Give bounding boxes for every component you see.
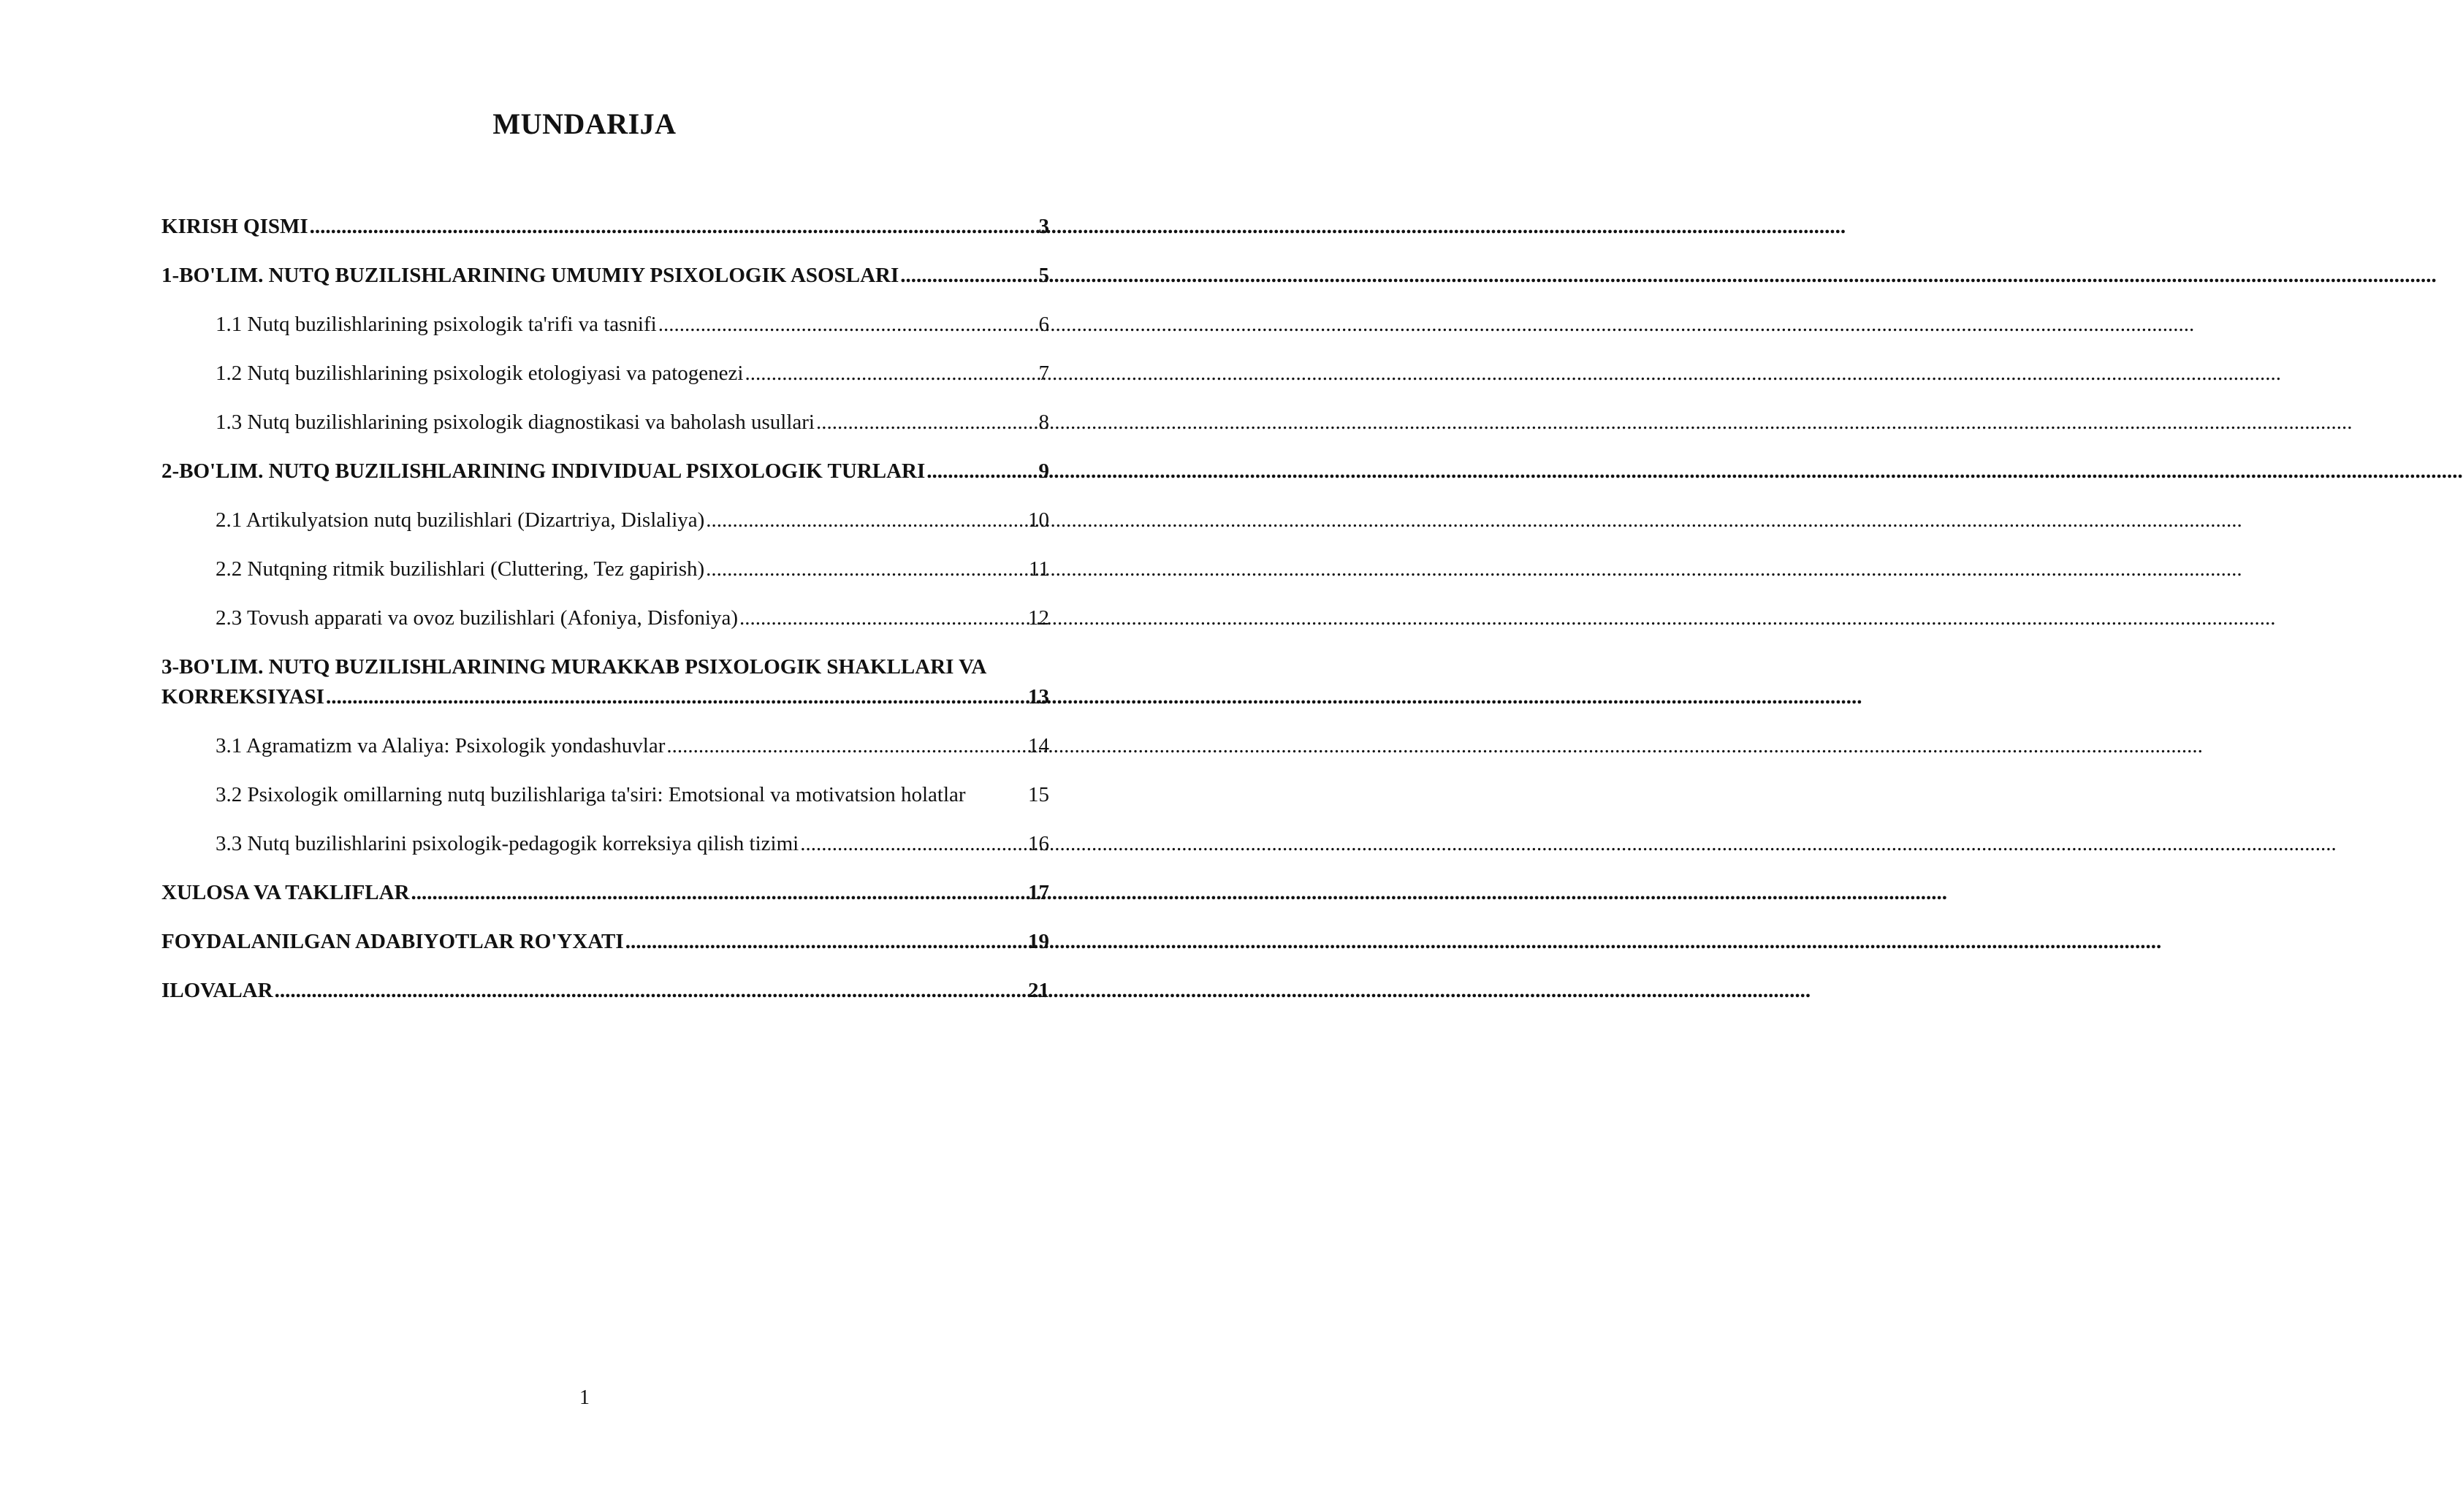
toc-entry-section-1-2[interactable] (161, 359, 1049, 389)
dot-leader (658, 310, 1038, 340)
toc-entry-label: 1.2 Nutq buzilishlarining psixologik etologiyasi va patogenezi (216, 362, 744, 385)
dot-leader (800, 829, 1027, 859)
toc-entry-label: 1.1 Nutq buzilishlarining psixologik ta'rifi va tasnifi (216, 313, 657, 336)
dot-leader (706, 554, 1027, 584)
toc-entry-page: 21 (1028, 979, 1049, 1002)
page-number: 1 (579, 1386, 590, 1409)
toc-entry-page: 11 (1029, 557, 1049, 581)
toc-entry-section-3-1[interactable] (161, 731, 1049, 761)
toc-entry-label: KIRISH QISMI (161, 215, 308, 238)
toc-entry-page: 10 (1028, 508, 1049, 532)
toc-entry-label: 1.3 Nutq buzilishlarining psixologik diagnostikasi va baholash usullari (216, 411, 815, 434)
toc-entry-chapter-3[interactable] (161, 652, 1049, 712)
toc-entry-ilovalar[interactable] (161, 976, 1049, 1006)
toc-entry-section-1-1[interactable] (161, 310, 1049, 340)
dot-leader (816, 408, 1038, 438)
toc-entry-label: 3.1 Agramatizm va Alaliya: Psixologik yondashuvlar (216, 734, 666, 757)
toc-entry-page: 17 (1028, 881, 1049, 904)
toc-entry-label: XULOSA VA TAKLIFLAR (161, 881, 410, 904)
toc-entry-section-1-3[interactable] (161, 408, 1049, 438)
dot-leader (625, 927, 1027, 957)
dot-leader (739, 603, 1027, 633)
toc-entry-label: 1-BO'LIM. NUTQ BUZILISHLARINING UMUMIY PSIXOLOGIK ASOSLARI (161, 264, 899, 287)
toc-entry-page: 7 (1038, 362, 1049, 385)
toc-entry-page: 19 (1028, 930, 1049, 953)
toc-entry-label: 2.2 Nutqning ritmik buzilishlari (Cluttering, Tez gapirish) (216, 557, 705, 581)
toc-entry-chapter-1[interactable] (161, 261, 1049, 291)
toc-entry-page: 3 (1038, 215, 1049, 238)
dot-leader (326, 682, 1027, 712)
toc-entry-page: 15 (1028, 783, 1049, 806)
dot-leader (275, 976, 1027, 1006)
toc-entry-label: 2-BO'LIM. NUTQ BUZILISHLARINING INDIVIDUAL PSIXOLOGIK TURLARI (161, 459, 926, 483)
dot-leader (745, 359, 1037, 389)
toc-entry-section-2-1[interactable] (161, 505, 1049, 535)
toc-entry-label-line2: KORREKSIYASI (161, 685, 324, 709)
toc-entry-page: 14 (1028, 734, 1049, 757)
toc-entry-page: 6 (1038, 313, 1049, 336)
toc-entry-adabiyotlar[interactable] (161, 927, 1049, 957)
toc-entry-section-3-3[interactable] (161, 829, 1049, 859)
toc-entry-label: 2.1 Artikulyatsion nutq buzilishlari (Dizartriya, Dislaliya) (216, 508, 705, 532)
toc-entry-section-2-3[interactable] (161, 603, 1049, 633)
toc-entry-chapter-2[interactable] (161, 457, 1049, 486)
toc-entry-section-2-2[interactable] (161, 554, 1049, 584)
toc-entry-label: 3.3 Nutq buzilishlarini psixologik-pedagogik korreksiya qilish tizimi (216, 832, 799, 855)
toc-entry-page: 5 (1038, 264, 1049, 287)
toc-entry-page: 9 (1038, 459, 1049, 483)
toc-entry-label: ILOVALAR (161, 979, 273, 1002)
toc-entry-xulosa[interactable] (161, 878, 1049, 908)
toc-entry-page: 12 (1028, 606, 1049, 630)
toc-entry-kirish[interactable] (161, 212, 1049, 242)
toc-entry-label: FOYDALANILGAN ADABIYOTLAR RO'YXATI (161, 930, 624, 953)
dot-leader (666, 731, 1027, 761)
toc-entry-section-3-2[interactable] (161, 780, 1049, 810)
dot-leader (706, 505, 1027, 535)
toc-entry-label: 3.2 Psixologik omillarning nutq buzilishlariga ta'siri: Emotsional va motivatsion holatlar (216, 783, 966, 806)
page-title: MUNDARIJA (492, 107, 677, 140)
dot-leader (900, 261, 1037, 291)
dot-leader (411, 878, 1027, 908)
toc-entry-page: 16 (1028, 832, 1049, 855)
dot-leader (926, 457, 1037, 486)
toc-entry-label-line1: 3-BO'LIM. NUTQ BUZILISHLARINING MURAKKAB PSIXOLOGIK SHAKLLARI VA (161, 655, 987, 679)
toc-entry-label: 2.3 Tovush apparati va ovoz buzilishlari (Afoniya, Disfoniya) (216, 606, 739, 630)
toc-entry-page: 13 (1028, 685, 1049, 709)
dot-leader (310, 212, 1038, 242)
toc-entry-page: 8 (1038, 411, 1049, 434)
